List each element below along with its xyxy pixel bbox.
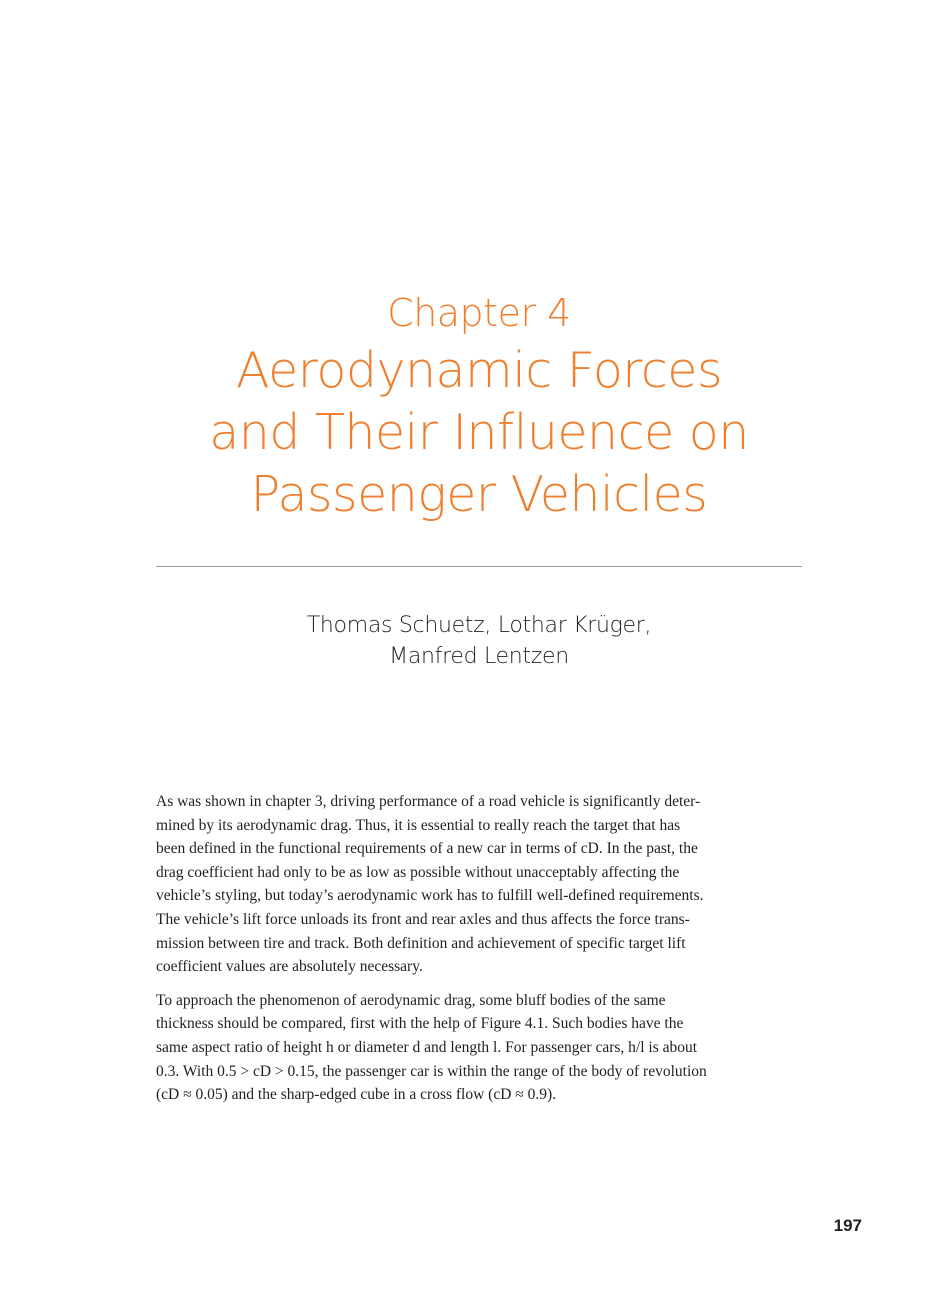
paragraph-2 — [156, 989, 806, 1107]
text-line: vehicle’s styling, but today’s aerodynamic work has to fulfill well-defined requirements. — [156, 887, 704, 905]
text-line: coefficient values are absolutely necessary. — [156, 958, 423, 976]
page-number: 197 — [833, 1216, 862, 1235]
text-line: As was shown in chapter 3, driving performance of a road vehicle is significantly deter- — [156, 793, 701, 810]
text-line: thickness should be compared, first with the help of Figure 4.1. Such bodies have the — [156, 1015, 684, 1033]
chapter-title — [0, 340, 925, 526]
text-line: 0.3. With 0.5 > cD > 0.15, the passenger car is within the range of the body of revolution — [156, 1062, 707, 1080]
text-line: mined by its aerodynamic drag. Thus, it is essential to really reach the target that has — [156, 816, 681, 834]
author-list — [0, 610, 925, 672]
text-line: The vehicle’s lift force unloads its front and rear axles and thus affects the force trans- — [156, 910, 690, 928]
chapter-title-line: and Their Influence on — [209, 404, 749, 461]
chapter-title-line: Passenger Vehicles — [250, 466, 708, 523]
chapter-title-line: Aerodynamic Forces — [235, 342, 722, 399]
chapter-label: Chapter 4 — [387, 291, 571, 335]
text-line: mission between tire and track. Both definition and achievement of specific target lift — [156, 934, 686, 952]
paragraph-1 — [156, 790, 806, 979]
text-line: been defined in the functional requirements of a new car in terms of cD. In the past, the — [156, 840, 698, 858]
body-text — [156, 790, 806, 1117]
text-line: drag coefficient had only to be as low as possible without unacceptably affecting the — [156, 863, 680, 881]
author-line: Manfred Lentzen — [389, 644, 569, 669]
title-divider — [156, 566, 802, 567]
text-line: (cD ≈ 0.05) and the sharp-edged cube in a cross flow (cD ≈ 0.9). — [156, 1086, 557, 1104]
text-line: To approach the phenomenon of aerodynamic drag, some bluff bodies of the same — [156, 991, 666, 1009]
author-line: Thomas Schuetz, Lothar Krüger, — [306, 613, 652, 638]
text-line: same aspect ratio of height h or diameter d and length l. For passenger cars, h/l is about — [156, 1038, 698, 1056]
